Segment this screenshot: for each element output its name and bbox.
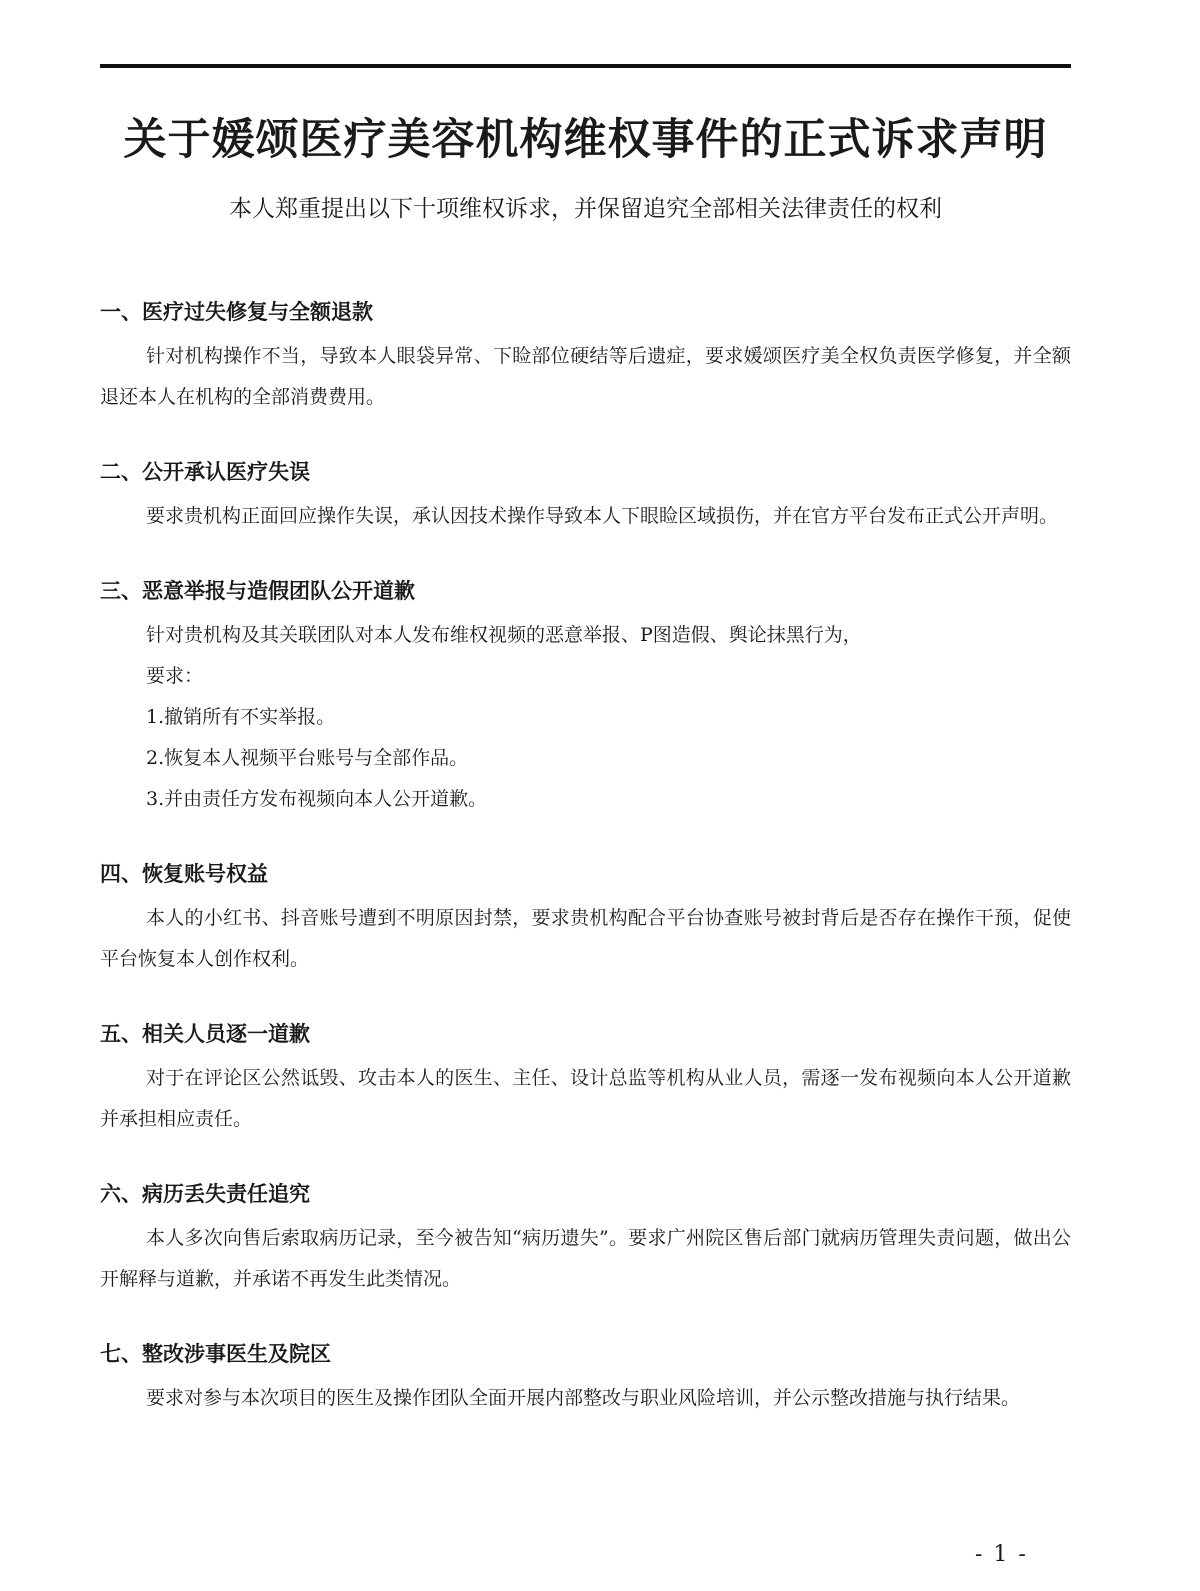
section-7 [100,1336,1071,1419]
section-heading: 二、公开承认医疗失误 [100,460,310,484]
section-body: 对于在评论区公然诋毁、攻击本人的医生、主任、设计总监等机构从业人员，需逐一发布视频向本人公开道歉并承担相应责任。 [100,1067,1071,1130]
page-number: - 1 - [975,1542,1028,1567]
top-divider [100,64,1071,68]
section-4 [100,856,1071,980]
section-body: 本人的小红书、抖音账号遭到不明原因封禁，要求贵机构配合平台协查账号被封背后是否存在操作干预，促使平台恢复本人创作权利。 [100,907,1071,970]
section-2 [100,454,1071,537]
section-heading: 五、相关人员逐一道歉 [100,1022,310,1046]
section-line: 要求： [146,665,204,687]
section-heading: 一、医疗过失修复与全额退款 [100,300,373,324]
section-3 [100,573,1071,820]
section-heading: 六、病历丢失责任追究 [100,1182,310,1206]
list-item: 2.恢复本人视频平台账号与全部作品。 [146,747,469,769]
section-body: 要求对参与本次项目的医生及操作团队全面开展内部整改与职业风险培训，并公示整改措施与执行结果。 [146,1387,1021,1409]
section-body: 本人多次向售后索取病历记录，至今被告知“病历遗失”。要求广州院区售后部门就病历管理失责问题，做出公开解释与道歉，并承诺不再发生此类情况。 [100,1227,1071,1290]
demands-list [100,294,1071,1455]
section-5 [100,1016,1071,1140]
section-heading: 四、恢复账号权益 [100,862,268,886]
section-1 [100,294,1071,418]
section-body: 针对机构操作不当，导致本人眼袋异常、下睑部位硬结等后遗症，要求媛颂医疗美全权负责医学修复，并全额退还本人在机构的全部消费费用。 [100,345,1071,408]
section-heading: 三、恶意举报与造假团队公开道歉 [100,579,415,603]
section-body: 要求贵机构正面回应操作失误，承认因技术操作导致本人下眼睑区域损伤，并在官方平台发布正式公开声明。 [146,505,1059,527]
section-6 [100,1176,1071,1300]
section-heading: 七、整改涉事医生及院区 [100,1342,331,1366]
section-line: 针对贵机构及其关联团队对本人发布维权视频的恶意举报、P图造假、舆论抹黑行为， [146,624,862,646]
document-subtitle: 本人郑重提出以下十项维权诉求，并保留追究全部相关法律责任的权利 [229,196,942,222]
list-item: 1.撤销所有不实举报。 [146,706,336,728]
list-item: 3.并由责任方发布视频向本人公开道歉。 [146,788,488,810]
document-title: 关于媛颂医疗美容机构维权事件的正式诉求声明 [123,115,1048,165]
